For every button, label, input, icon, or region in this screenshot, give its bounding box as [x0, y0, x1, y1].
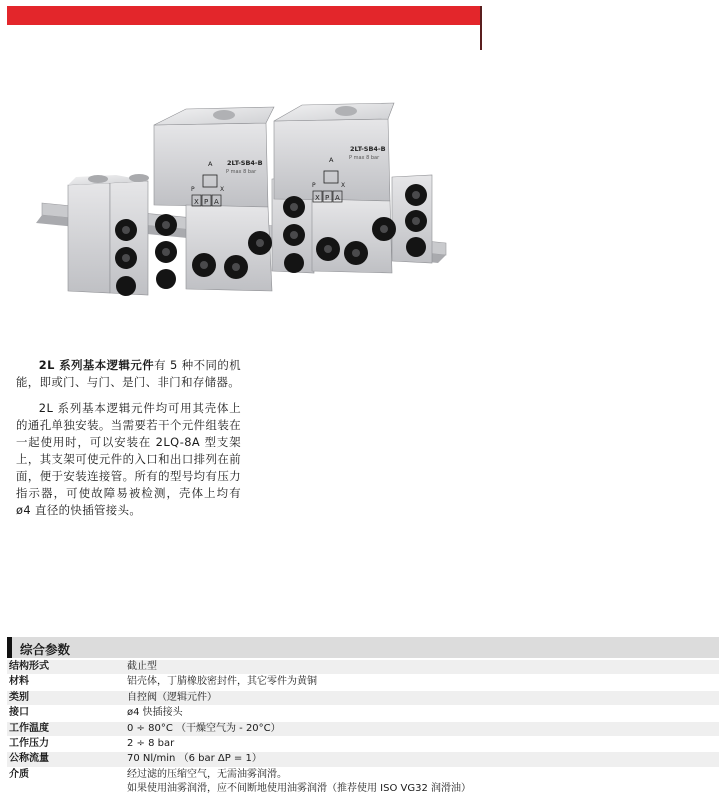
svg-text:P: P [312, 182, 316, 189]
svg-text:A: A [208, 160, 213, 168]
spec-value [127, 722, 719, 736]
svg-text:2LT-SB4-B: 2LT-SB4-B [227, 159, 263, 167]
intro-text [16, 357, 241, 528]
spec-row [7, 722, 719, 737]
svg-text:X: X [220, 186, 225, 193]
spec-value [127, 737, 719, 751]
spec-label: 材料 [9, 676, 29, 688]
spec-value [127, 706, 719, 720]
section-header-accent [7, 637, 12, 658]
spec-value-line: ø4 快插接头 [127, 707, 183, 719]
spec-value-line: 截止型 [127, 661, 157, 672]
header-bar-tick [480, 6, 482, 50]
product-series-name: 2L 系列基本逻辑元件 [38, 358, 155, 372]
spec-value [127, 752, 719, 766]
svg-text:X: X [194, 198, 199, 206]
svg-text:P: P [325, 194, 330, 202]
spec-value [127, 691, 719, 705]
spec-label: 工作温度 [9, 722, 49, 734]
spec-value [127, 660, 719, 674]
header-red-bar [7, 6, 482, 25]
spec-label: 类别 [9, 691, 29, 703]
spec-row [7, 752, 719, 767]
spec-value-line: 70 Nl/min （6 bar ΔP = 1） [127, 753, 262, 765]
section-header [7, 637, 719, 658]
spec-row [7, 691, 719, 706]
svg-text:P: P [191, 186, 195, 193]
spec-value-line: 自控阀（逻辑元件） [127, 691, 217, 703]
svg-text:2LT-SB4-B: 2LT-SB4-B [350, 145, 386, 153]
svg-text:P max 8 bar: P max 8 bar [226, 169, 257, 175]
intro-paragraph-1 [16, 357, 241, 391]
spec-value [127, 768, 719, 797]
spec-value-line: 铝壳体，丁腈橡胶密封件，其它零件为黄铜 [127, 676, 317, 688]
svg-text:P: P [204, 198, 209, 206]
spec-label: 公称流量 [9, 753, 49, 765]
section-title: 综合参数 [20, 642, 71, 657]
svg-text:A: A [214, 198, 219, 206]
spec-value-line: 如果使用油雾润滑，应不间断地使用油雾润滑（推荐使用 ISO VG32 润滑油） [127, 783, 472, 795]
spec-label: 工作压力 [9, 738, 49, 750]
svg-text:X: X [315, 194, 320, 202]
svg-text:A: A [335, 194, 340, 202]
spec-label: 结构形式 [9, 661, 49, 672]
svg-text:P max 8 bar: P max 8 bar [349, 155, 380, 161]
valve-manifold-photo [36, 95, 456, 310]
spec-label: 介质 [9, 768, 29, 780]
spec-row [7, 768, 719, 798]
intro-paragraph-2: 2L 系列基本逻辑元件均可用其壳体上的通孔单独安装。当需要若干个元件组装在一起使用时，可以安装在 2LQ-8A 型支架上，其支架可使元件的入口和出口排列在前面，便于安装连接管。所有的型号均有压力指示器，可使故障易被检测，壳体上均有 ø4 直径的快插管接头。 [16, 401, 241, 517]
spec-row [7, 675, 719, 690]
svg-text:A: A [329, 156, 334, 164]
spec-value-line: 0 ÷ 80°C （干燥空气为 - 20°C） [127, 722, 281, 734]
svg-text:X: X [341, 182, 346, 189]
spec-row [7, 660, 719, 675]
spec-row [7, 737, 719, 752]
spec-value-line: 经过滤的压缩空气，无需油雾润滑。 [127, 768, 287, 780]
spec-row [7, 706, 719, 721]
spec-value-line: 2 ÷ 8 bar [127, 738, 175, 750]
intro-paragraph-1-text: 有 5 种不同的机能，即或门、与门、是门、非门和存储器。 [16, 358, 241, 389]
spec-label: 接口 [9, 707, 29, 719]
specs-table [7, 660, 719, 798]
spec-value [127, 675, 719, 689]
